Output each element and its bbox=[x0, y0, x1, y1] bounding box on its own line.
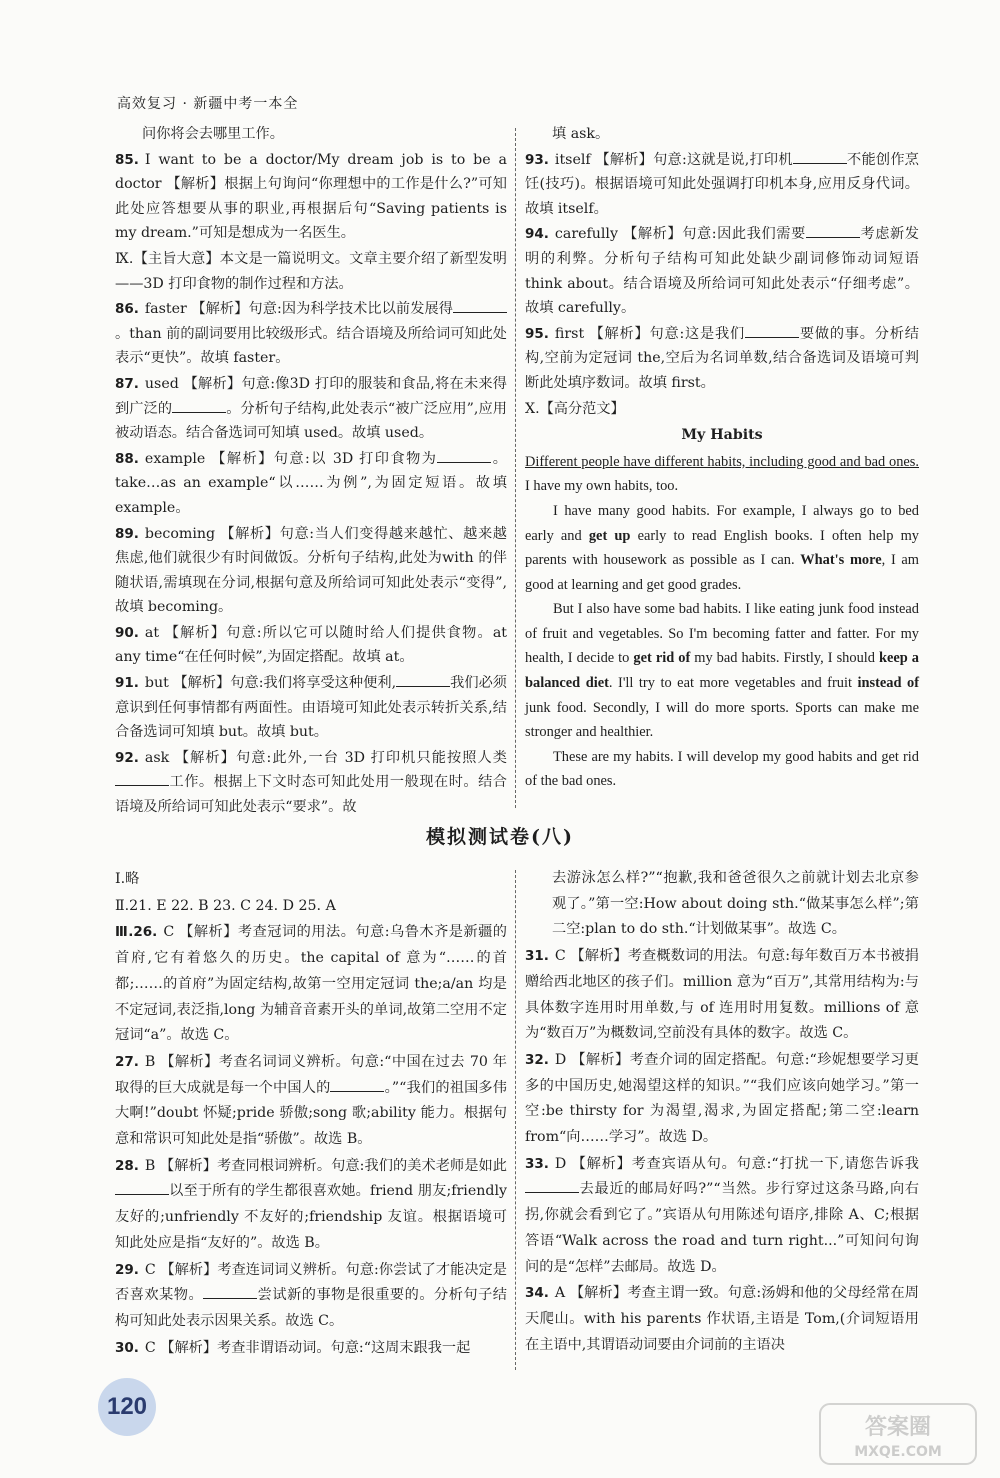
fill-blank bbox=[330, 1077, 384, 1092]
fill-blank bbox=[453, 298, 507, 313]
answer-27: 27. B 【解析】考查名词词义辨析。句意:“中国在过去 70 年取得的巨大成就是每一个中国人的 。”“我们的祖国多伟大啊!”doubt 怀疑;pride 骄傲;song 歌;ability 能力。根据句意和常识可知此处是指“骄傲”。故选 B。 bbox=[115, 1053, 507, 1148]
answer-31: 31. C 【解析】考查概数词的用法。句意:每年数百万本书被捐赠给西北地区的孩子们。million 意为“百万”,其常用结构为:与具体数字连用时用单数,与 of 连用时用复数。millions of 意为“数百万”为概数词,空前没有具体的数字。故选 C。 bbox=[525, 948, 919, 1042]
answer-95: 95. first 【解析】句意:这是我们 要做的事。分析结构,空前为定冠词 the,空后为名词单数,结合备选词及语境可判断此处填序数词。故填 first。 bbox=[525, 322, 919, 396]
answer-28: 28. B 【解析】考查同根词辨析。句意:我们的美术老师是如此以至于所有的学生都很喜欢她。friend 朋友;friendly 友好的;unfriendly 不友好的;friendship 友谊。根据语境可知此处应是指“友好的”。故选 B。 bbox=[115, 1157, 507, 1251]
answer-30: 30. C 【解析】考查非谓语动词。句意:“这周末跟我一起 bbox=[115, 1339, 471, 1356]
fill-blank bbox=[115, 771, 169, 786]
answer-85: 85. I want to be a doctor/My dream job is to be a doctor 【解析】根据上句询问“你理想中的工作是什么?”可知此处应答想要从事的职业,再根据后句“Saving patients is my dream.”可知是想成为一名医生。 bbox=[115, 151, 507, 242]
answers-right-column bbox=[525, 122, 919, 794]
answer-29: 29. C 【解析】考查连词词义辨析。句意:你尝试了才能决定是否喜欢某物。 尝试新的事物是很重要的。分析句子结构可知此处表示因果关系。故选 C。 bbox=[115, 1261, 507, 1329]
test-answers-left bbox=[115, 866, 507, 1362]
answer-92: 92. ask 【解析】句意:此外,一台 3D 打印机只能按照人类工作。根据上下文时态可知此处用一般现在时。结合语境及所给词可知此处表示“要求”。故 bbox=[115, 749, 507, 816]
answer-91: 91. but 【解析】句意:我们将享受这种便利, 我们必须意识到任何事情都有两面性。由语境可知此处表示转折关系,结合备选词可知填 but。故填 but。 bbox=[115, 671, 507, 745]
column-divider-top bbox=[515, 128, 516, 808]
essay-paragraph-1: Different people have different habits, including good and bad ones. I have my own habits, too. bbox=[525, 453, 919, 495]
model-essay bbox=[525, 450, 919, 794]
answer-86: 86. faster 【解析】句意:因为科学技术比以前发展得。than 前的副词要用比较级形式。结合语境及所给词可知此处表示“更快”。故填 faster。 bbox=[115, 297, 507, 371]
fill-blank bbox=[745, 323, 799, 338]
fill-blank bbox=[525, 1178, 579, 1193]
section-1: Ⅰ.略 bbox=[115, 871, 140, 887]
answer-87: 87. used 【解析】句意:像3D 打印的服装和食品,将在未来得到广泛的 。分析句子结构,此处表示“被广泛应用”,应用被动语态。结合备选词可知填 used。故填 used。 bbox=[115, 375, 507, 442]
essay-paragraph-2: I have many good habits. For example, I always go to bed early and get up early to read English books. I often help my parents with housework as possible as I can. What's more, I am good at learning and get good grades. bbox=[525, 502, 920, 593]
answer-33: 33. D 【解析】考查宾语从句。句意:“打扰一下,请您告诉我去最近的邮局好吗?”“当然。步行穿过这条马路,向右拐,你就会看到它了。”宾语从句用陈述句语序,排除 A、C;根据答语“Walk across the road and turn right...”可知问句询问的是“怎样”去邮局。故选 D。 bbox=[525, 1155, 919, 1275]
fill-blank bbox=[806, 223, 860, 238]
lead-text: 去游泳怎么样?”“抱歉,我和爸爸很久之前就计划去北京参观了。”第一空:How about doing sth.“做某事怎么样”;第二空:plan to do sth.“计划做某事”。故选 C。 bbox=[552, 870, 919, 938]
column-divider-bottom bbox=[515, 870, 516, 1370]
section-10-heading: Ⅹ.【高分范文】 bbox=[525, 400, 625, 417]
lead-text: 填 ask。 bbox=[552, 126, 610, 142]
lead-text: 问你将会去哪里工作。 bbox=[142, 126, 284, 142]
answer-34: 34. A 【解析】考查主谓一致。句意:汤姆和他的父母经常在周天爬山。with his parents 作状语,主语是 Tom,(介词短语用在主语中,其谓语动词要由介词前的主语决 bbox=[525, 1285, 919, 1353]
answer-94: 94. carefully 【解析】句意:因此我们需要 考虑新发明的利弊。分析句子结构可知此处缺少副词修饰动词短语 think about。结合语境及所给词可知此处表示“仔细考虑”。故填 carefully。 bbox=[525, 222, 919, 320]
test-answers-right bbox=[525, 866, 919, 1359]
watermark-logo bbox=[818, 1400, 978, 1470]
fill-blank bbox=[396, 672, 450, 687]
essay-title: My Habits bbox=[681, 427, 763, 444]
answer-88: 88. example 【解析】句意:以 3D 打印食物为 。take…as an example“以……为例”,为固定短语。故填 example。 bbox=[115, 447, 507, 521]
answer-93: 93. itself 【解析】句意:这就是说,打印机 不能创作烹饪(技巧)。根据语境可知此处强调打印机本身,应用反身代词。故填 itself。 bbox=[525, 148, 919, 222]
section-9-summary: Ⅸ.【主旨大意】本文是一篇说明文。文章主要介绍了新型发明——3D 打印食物的制作过程和方法。 bbox=[115, 250, 507, 292]
svg-text:答案圈: 答案圈 bbox=[864, 1415, 932, 1440]
answer-89: 89. becoming 【解析】句意:当人们变得越来越忙、越来越焦虑,他们就很少有时间做饭。分析句子结构,此处为with 的伴随状语,需填现在分词,根据句意及所给词可知此处表示“变得”,故填 becoming。 bbox=[115, 525, 507, 616]
essay-paragraph-4: These are my habits. I will develop my good habits and get rid of the bad ones. bbox=[525, 748, 919, 790]
section-2: Ⅱ.21. E 22. B 23. C 24. D 25. A bbox=[115, 897, 336, 914]
answer-32: 32. D 【解析】考查介词的固定搭配。句意:“珍妮想要学习更多的中国历史,她渴望这样的知识。”“我们应该向她学习。”第一空:be thirsty for 为渴望,渴求,为固定搭配;第二空:learn from“向……学习”。故选 D。 bbox=[525, 1051, 919, 1146]
answer-90: 90. at 【解析】句意:所以它可以随时给人们提供食物。at any time“在任何时候”,为固定搭配。故填 at。 bbox=[115, 624, 507, 666]
fill-blank bbox=[115, 1180, 169, 1195]
fill-blank bbox=[793, 149, 847, 164]
svg-text:MXQE.COM: MXQE.COM bbox=[854, 1444, 942, 1460]
running-header: 高效复习 · 新疆中考一本全 bbox=[117, 96, 299, 112]
fill-blank bbox=[172, 398, 226, 413]
test-title: 模拟测试卷(八) bbox=[426, 826, 574, 848]
answers-left-column bbox=[115, 122, 507, 821]
fill-blank bbox=[203, 1284, 257, 1299]
fill-blank bbox=[437, 448, 491, 463]
essay-paragraph-3: But I also have some bad habits. I like eating junk food instead of fruit and vegetables. So I'm becoming fatter and fatter. For my health, I decide to get rid of my bad habits. Firstly, I should keep a balanced diet. I'll try to eat more vegetables and fruit instead of junk food. Secondly, I will do more sports. Sports can make me stronger and healthier. bbox=[525, 601, 920, 741]
answer-26: Ⅲ.26. C 【解析】考查冠词的用法。句意:乌鲁木齐是新疆的首府,它有着悠久的历史。the capital of 意为“……的首都;……的首府”为固定结构,故第一空用定冠词 the;a/an 均是不定冠词,表泛指,long 为辅音音素开头的单词,故第二空用不定冠词“a”。故选 C。 bbox=[115, 924, 507, 1044]
page-number: 120 bbox=[98, 1378, 156, 1436]
